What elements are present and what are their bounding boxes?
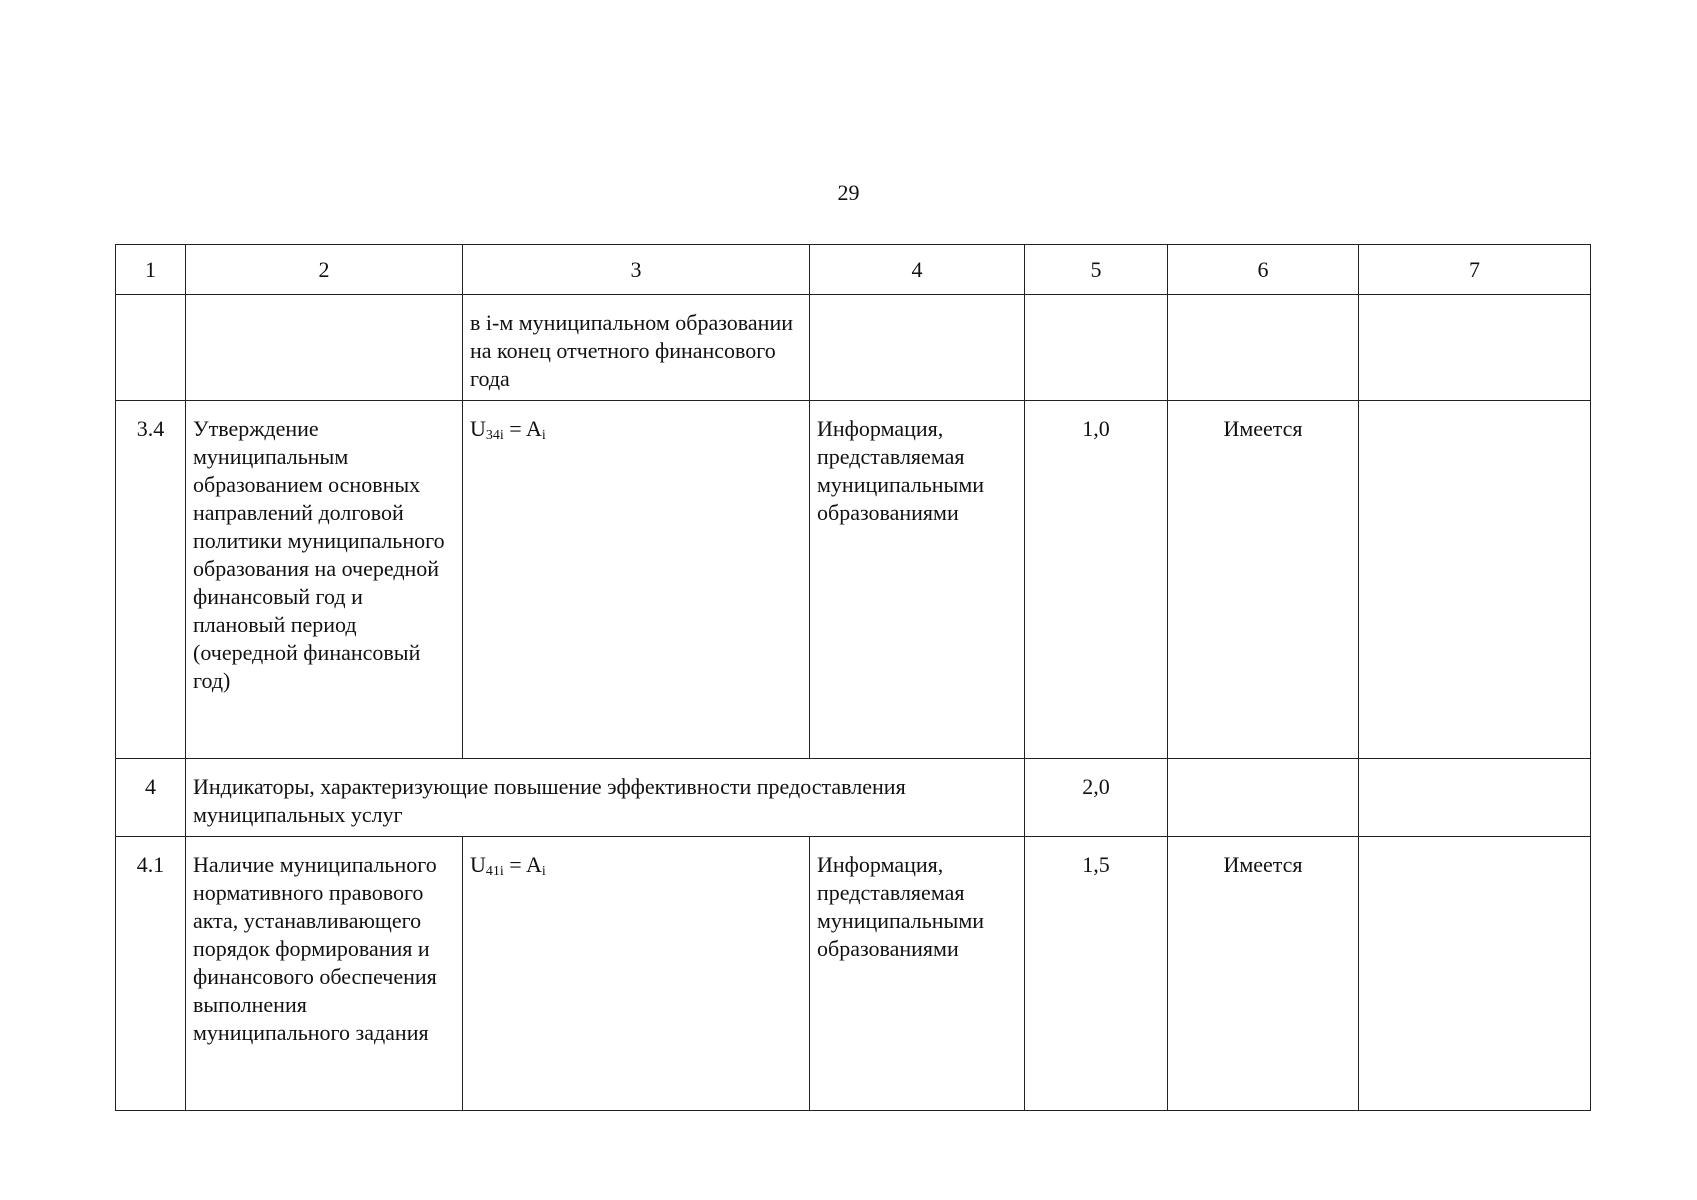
status-cell [1168, 295, 1359, 401]
formula-equals: = A [503, 852, 542, 877]
table-header-row [116, 245, 1591, 295]
weight-cell: 1,5 [1025, 837, 1168, 1111]
indicator-name-cell [186, 295, 463, 401]
formula-base: U [470, 852, 486, 877]
page-number: 29 [837, 180, 860, 205]
formula-base: U [470, 416, 486, 441]
formula-subscript: 34i [485, 428, 504, 443]
status-cell: Имеется [1168, 837, 1359, 1111]
column-header: 7 [1359, 245, 1591, 295]
indicator-name-cell: Утверждение муниципальным образованием основных направлений долговой политики муниципального образования на очередной финансовый год и плановый период (очередной финансовый год) [186, 401, 463, 759]
row-number-cell: 3.4 [116, 401, 186, 759]
note-cell [1359, 837, 1591, 1111]
column-header: 4 [810, 245, 1025, 295]
weight-cell [1025, 295, 1168, 401]
column-header: 5 [1025, 245, 1168, 295]
row-number-cell: 4 [116, 759, 186, 837]
row-number-cell [116, 295, 186, 401]
row-number-cell: 4.1 [116, 837, 186, 1111]
weight-cell: 1,0 [1025, 401, 1168, 759]
column-header: 1 [116, 245, 186, 295]
formula-subscript: 41i [485, 864, 504, 879]
table-row [116, 295, 1591, 401]
note-cell [1359, 295, 1591, 401]
formula-cell: в i-м муниципальном образовании на конец отчетного финансового года [463, 295, 810, 401]
column-header: 3 [463, 245, 810, 295]
table-row [116, 837, 1591, 1111]
formula-cell [463, 837, 810, 1111]
formula-equals: = A [503, 416, 542, 441]
formula-cell [463, 401, 810, 759]
formula-subscript: i [541, 428, 546, 443]
column-header: 6 [1168, 245, 1359, 295]
section-title-cell: Индикаторы, характеризующие повышение эффективности предоставления муниципальных услуг [186, 759, 1025, 837]
weight-cell: 2,0 [1025, 759, 1168, 837]
column-header: 2 [186, 245, 463, 295]
note-cell [1359, 401, 1591, 759]
source-cell: Информация, представляемая муниципальными образованиями [810, 837, 1025, 1111]
source-cell [810, 295, 1025, 401]
indicators-table [115, 244, 1591, 1111]
source-cell: Информация, представляемая муниципальными образованиями [810, 401, 1025, 759]
status-cell: Имеется [1168, 401, 1359, 759]
note-cell [1359, 759, 1591, 837]
table-row [116, 401, 1591, 759]
indicator-name-cell: Наличие муниципального нормативного правового акта, устанавливающего порядок формирования и финансового обеспечения выполнения муниципального задания [186, 837, 463, 1111]
status-cell [1168, 759, 1359, 837]
formula-subscript: i [541, 864, 546, 879]
table-row [116, 759, 1591, 837]
